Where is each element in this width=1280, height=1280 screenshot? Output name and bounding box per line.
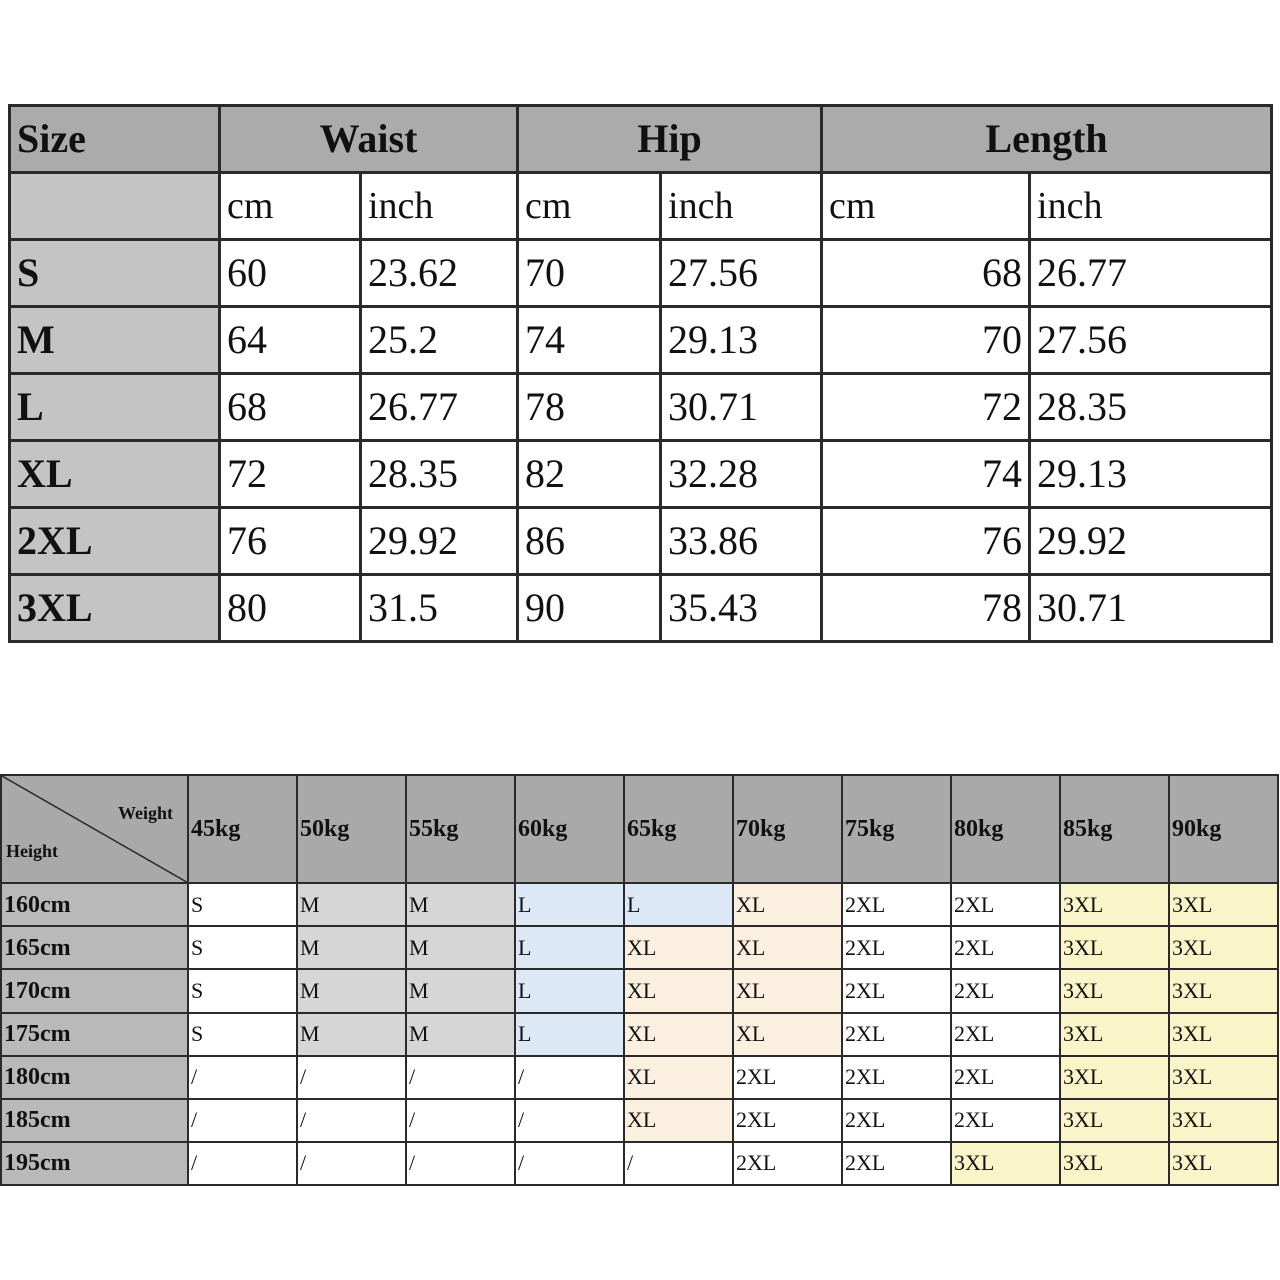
fit-size-cell: 3XL bbox=[1060, 1013, 1169, 1056]
hip-inch-value: 30.71 bbox=[661, 374, 822, 441]
weight-header-row bbox=[1, 775, 1278, 883]
length-inch-value: 27.56 bbox=[1030, 307, 1272, 374]
fit-size-cell: / bbox=[515, 1142, 624, 1185]
waist-header: Waist bbox=[220, 106, 518, 173]
height-label: 160cm bbox=[1, 883, 188, 926]
fit-size-cell: XL bbox=[733, 926, 842, 969]
size-row bbox=[10, 307, 1272, 374]
fit-size-cell: XL bbox=[624, 926, 733, 969]
hip-inch-value: 35.43 bbox=[661, 575, 822, 642]
fit-size-cell: / bbox=[406, 1142, 515, 1185]
height-row bbox=[1, 1142, 1278, 1185]
hip-inch-unit: inch bbox=[661, 173, 822, 240]
fit-size-cell: 3XL bbox=[1060, 1142, 1169, 1185]
size-chart-table bbox=[8, 104, 1273, 643]
size-label: L bbox=[10, 374, 220, 441]
size-row bbox=[10, 508, 1272, 575]
waist-cm-value: 80 bbox=[220, 575, 361, 642]
waist-inch-value: 25.2 bbox=[361, 307, 518, 374]
length-cm-unit: cm bbox=[822, 173, 1030, 240]
corner-height-label: Height bbox=[6, 841, 58, 862]
fit-size-cell: L bbox=[515, 926, 624, 969]
fit-size-cell: L bbox=[515, 1013, 624, 1056]
height-label: 180cm bbox=[1, 1056, 188, 1099]
height-row bbox=[1, 969, 1278, 1012]
length-cm-value: 78 bbox=[822, 575, 1030, 642]
size-row bbox=[10, 441, 1272, 508]
unit-row-blank bbox=[10, 173, 220, 240]
weight-header-cell: 65kg bbox=[624, 775, 733, 883]
fit-size-cell: XL bbox=[733, 969, 842, 1012]
hip-cm-value: 78 bbox=[518, 374, 661, 441]
fit-size-cell: 2XL bbox=[842, 969, 951, 1012]
waist-cm-value: 72 bbox=[220, 441, 361, 508]
waist-cm-value: 68 bbox=[220, 374, 361, 441]
height-label: 165cm bbox=[1, 926, 188, 969]
fit-size-cell: / bbox=[406, 1056, 515, 1099]
fit-size-cell: L bbox=[515, 883, 624, 926]
fit-size-cell: S bbox=[188, 969, 297, 1012]
fit-size-cell: 3XL bbox=[1169, 1056, 1278, 1099]
weight-header-cell: 70kg bbox=[733, 775, 842, 883]
fit-size-cell: / bbox=[515, 1056, 624, 1099]
fit-size-cell: S bbox=[188, 926, 297, 969]
weight-header-cell: 60kg bbox=[515, 775, 624, 883]
fit-size-cell: / bbox=[624, 1142, 733, 1185]
height-row bbox=[1, 1056, 1278, 1099]
fit-size-cell: 3XL bbox=[1060, 969, 1169, 1012]
hip-inch-value: 27.56 bbox=[661, 240, 822, 307]
fit-size-cell: XL bbox=[733, 1013, 842, 1056]
fit-size-cell: M bbox=[297, 883, 406, 926]
size-row bbox=[10, 374, 1272, 441]
fit-size-cell: 2XL bbox=[842, 1142, 951, 1185]
waist-cm-value: 76 bbox=[220, 508, 361, 575]
fit-size-cell: M bbox=[406, 969, 515, 1012]
fit-size-cell: 2XL bbox=[951, 969, 1060, 1012]
fit-size-cell: 2XL bbox=[842, 926, 951, 969]
height-label: 175cm bbox=[1, 1013, 188, 1056]
waist-inch-value: 23.62 bbox=[361, 240, 518, 307]
hip-cm-value: 70 bbox=[518, 240, 661, 307]
size-label: S bbox=[10, 240, 220, 307]
length-inch-value: 29.13 bbox=[1030, 441, 1272, 508]
height-weight-fit-table bbox=[0, 774, 1279, 1186]
height-row bbox=[1, 1099, 1278, 1142]
height-label: 170cm bbox=[1, 969, 188, 1012]
fit-size-cell: 3XL bbox=[1060, 1056, 1169, 1099]
hip-header: Hip bbox=[518, 106, 822, 173]
length-cm-value: 70 bbox=[822, 307, 1030, 374]
length-cm-value: 74 bbox=[822, 441, 1030, 508]
fit-size-cell: 2XL bbox=[733, 1099, 842, 1142]
weight-header-cell: 55kg bbox=[406, 775, 515, 883]
fit-size-cell: / bbox=[188, 1142, 297, 1185]
fit-size-cell: M bbox=[297, 926, 406, 969]
waist-inch-value: 26.77 bbox=[361, 374, 518, 441]
fit-size-cell: XL bbox=[624, 1099, 733, 1142]
fit-size-cell: M bbox=[406, 883, 515, 926]
fit-size-cell: 2XL bbox=[842, 1013, 951, 1056]
fit-size-cell: L bbox=[515, 969, 624, 1012]
size-label: 3XL bbox=[10, 575, 220, 642]
height-row bbox=[1, 883, 1278, 926]
hip-inch-value: 33.86 bbox=[661, 508, 822, 575]
size-label: 2XL bbox=[10, 508, 220, 575]
size-chart-header-row bbox=[10, 106, 1272, 173]
fit-size-cell: 3XL bbox=[1060, 926, 1169, 969]
fit-size-cell: 2XL bbox=[733, 1142, 842, 1185]
waist-inch-unit: inch bbox=[361, 173, 518, 240]
fit-size-cell: XL bbox=[733, 883, 842, 926]
hip-inch-value: 29.13 bbox=[661, 307, 822, 374]
fit-size-cell: XL bbox=[624, 1013, 733, 1056]
fit-size-cell: 2XL bbox=[951, 926, 1060, 969]
fit-size-cell: L bbox=[624, 883, 733, 926]
length-inch-value: 28.35 bbox=[1030, 374, 1272, 441]
weight-header-cell: 80kg bbox=[951, 775, 1060, 883]
fit-size-cell: M bbox=[406, 926, 515, 969]
waist-cm-value: 64 bbox=[220, 307, 361, 374]
length-header: Length bbox=[822, 106, 1272, 173]
fit-size-cell: 2XL bbox=[842, 883, 951, 926]
fit-size-cell: / bbox=[515, 1099, 624, 1142]
fit-size-cell: 3XL bbox=[951, 1142, 1060, 1185]
fit-size-cell: 2XL bbox=[951, 1056, 1060, 1099]
size-label: M bbox=[10, 307, 220, 374]
fit-size-cell: / bbox=[297, 1099, 406, 1142]
length-inch-unit: inch bbox=[1030, 173, 1272, 240]
fit-size-cell: / bbox=[297, 1142, 406, 1185]
corner-cell bbox=[1, 775, 188, 883]
fit-size-cell: XL bbox=[624, 1056, 733, 1099]
fit-size-cell: 2XL bbox=[733, 1056, 842, 1099]
fit-size-cell: M bbox=[297, 1013, 406, 1056]
weight-header-cell: 45kg bbox=[188, 775, 297, 883]
waist-inch-value: 28.35 bbox=[361, 441, 518, 508]
weight-header-cell: 90kg bbox=[1169, 775, 1278, 883]
fit-size-cell: 2XL bbox=[842, 1056, 951, 1099]
fit-size-cell: / bbox=[188, 1056, 297, 1099]
fit-size-cell: M bbox=[297, 969, 406, 1012]
fit-size-cell: M bbox=[406, 1013, 515, 1056]
length-inch-value: 26.77 bbox=[1030, 240, 1272, 307]
fit-size-cell: 3XL bbox=[1169, 1013, 1278, 1056]
fit-size-cell: 3XL bbox=[1169, 883, 1278, 926]
length-inch-value: 30.71 bbox=[1030, 575, 1272, 642]
weight-header-cell: 75kg bbox=[842, 775, 951, 883]
fit-size-cell: 3XL bbox=[1060, 1099, 1169, 1142]
hip-cm-value: 86 bbox=[518, 508, 661, 575]
fit-size-cell: 3XL bbox=[1169, 1142, 1278, 1185]
size-row bbox=[10, 240, 1272, 307]
hip-cm-unit: cm bbox=[518, 173, 661, 240]
length-cm-value: 72 bbox=[822, 374, 1030, 441]
size-header: Size bbox=[10, 106, 220, 173]
size-label: XL bbox=[10, 441, 220, 508]
unit-row bbox=[10, 173, 1272, 240]
length-cm-value: 76 bbox=[822, 508, 1030, 575]
hip-cm-value: 74 bbox=[518, 307, 661, 374]
fit-size-cell: 3XL bbox=[1169, 926, 1278, 969]
fit-size-cell: 2XL bbox=[842, 1099, 951, 1142]
height-row bbox=[1, 1013, 1278, 1056]
hip-cm-value: 82 bbox=[518, 441, 661, 508]
corner-weight-label: Weight bbox=[117, 803, 173, 823]
height-row bbox=[1, 926, 1278, 969]
fit-size-cell: XL bbox=[624, 969, 733, 1012]
waist-inch-value: 29.92 bbox=[361, 508, 518, 575]
diagonal-divider bbox=[2, 776, 187, 882]
waist-cm-unit: cm bbox=[220, 173, 361, 240]
height-label: 185cm bbox=[1, 1099, 188, 1142]
fit-size-cell: / bbox=[406, 1099, 515, 1142]
fit-size-cell: 2XL bbox=[951, 883, 1060, 926]
fit-size-cell: 3XL bbox=[1060, 883, 1169, 926]
fit-size-cell: / bbox=[297, 1056, 406, 1099]
weight-header-cell: 85kg bbox=[1060, 775, 1169, 883]
height-label: 195cm bbox=[1, 1142, 188, 1185]
waist-cm-value: 60 bbox=[220, 240, 361, 307]
waist-inch-value: 31.5 bbox=[361, 575, 518, 642]
weight-header-cell: 50kg bbox=[297, 775, 406, 883]
hip-cm-value: 90 bbox=[518, 575, 661, 642]
length-cm-value: 68 bbox=[822, 240, 1030, 307]
length-inch-value: 29.92 bbox=[1030, 508, 1272, 575]
size-row bbox=[10, 575, 1272, 642]
fit-size-cell: / bbox=[188, 1099, 297, 1142]
fit-size-cell: 2XL bbox=[951, 1099, 1060, 1142]
fit-size-cell: S bbox=[188, 883, 297, 926]
fit-size-cell: 2XL bbox=[951, 1013, 1060, 1056]
fit-size-cell: 3XL bbox=[1169, 969, 1278, 1012]
hip-inch-value: 32.28 bbox=[661, 441, 822, 508]
fit-size-cell: S bbox=[188, 1013, 297, 1056]
fit-size-cell: 3XL bbox=[1169, 1099, 1278, 1142]
